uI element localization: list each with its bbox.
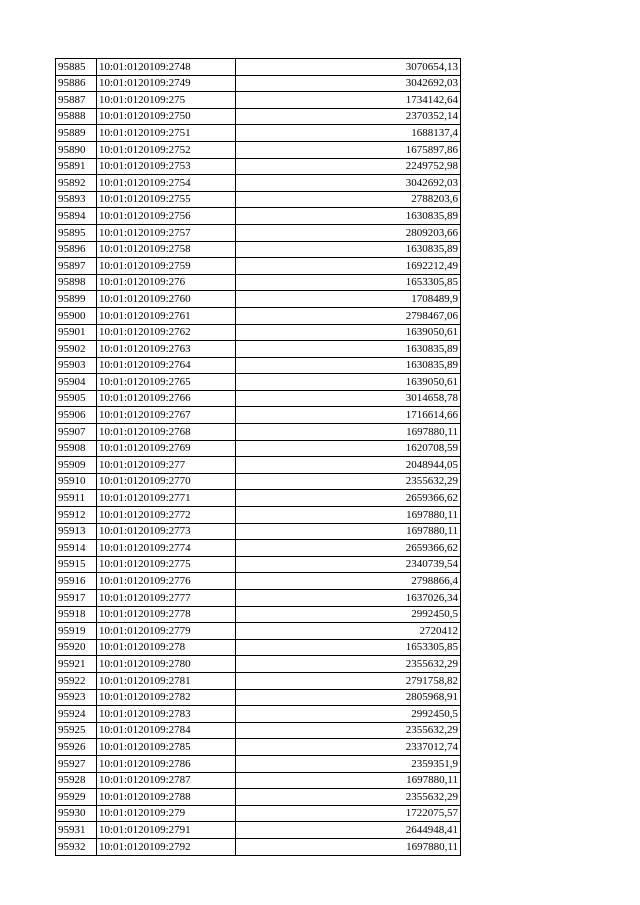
table-row bbox=[56, 838, 461, 855]
row-number-cell: 95897 bbox=[56, 258, 97, 275]
cadastral-number-cell: 10:01:0120109:2776 bbox=[97, 573, 236, 590]
cadastral-number-cell: 10:01:0120109:2753 bbox=[97, 158, 236, 175]
value-cell: 2659366,62 bbox=[236, 490, 461, 507]
row-number-cell: 95911 bbox=[56, 490, 97, 507]
value-cell: 1688137,4 bbox=[236, 125, 461, 142]
value-cell: 2805968,91 bbox=[236, 689, 461, 706]
table-row bbox=[56, 822, 461, 839]
row-number-cell: 95917 bbox=[56, 590, 97, 607]
row-number-cell: 95890 bbox=[56, 141, 97, 158]
value-cell: 2355632,29 bbox=[236, 789, 461, 806]
value-cell: 2359351,9 bbox=[236, 755, 461, 772]
row-number-cell: 95901 bbox=[56, 324, 97, 341]
cadastral-number-cell: 10:01:0120109:2758 bbox=[97, 241, 236, 258]
table-row bbox=[56, 623, 461, 640]
value-cell: 1639050,61 bbox=[236, 324, 461, 341]
cadastral-number-cell: 10:01:0120109:2768 bbox=[97, 424, 236, 441]
cadastral-number-cell: 10:01:0120109:2785 bbox=[97, 739, 236, 756]
row-number-cell: 95896 bbox=[56, 241, 97, 258]
row-number-cell: 95923 bbox=[56, 689, 97, 706]
row-number-cell: 95914 bbox=[56, 540, 97, 557]
table-row bbox=[56, 606, 461, 623]
row-number-cell: 95891 bbox=[56, 158, 97, 175]
value-cell: 1708489,9 bbox=[236, 291, 461, 308]
cadastral-number-cell: 10:01:0120109:2759 bbox=[97, 258, 236, 275]
row-number-cell: 95912 bbox=[56, 507, 97, 524]
value-cell: 2791758,82 bbox=[236, 672, 461, 689]
cadastral-number-cell: 10:01:0120109:2777 bbox=[97, 590, 236, 607]
cadastral-number-cell: 10:01:0120109:2766 bbox=[97, 390, 236, 407]
cadastral-number-cell: 10:01:0120109:2774 bbox=[97, 540, 236, 557]
cadastral-number-cell: 10:01:0120109:278 bbox=[97, 639, 236, 656]
table-row bbox=[56, 125, 461, 142]
cadastral-number-cell: 10:01:0120109:2787 bbox=[97, 772, 236, 789]
cadastral-number-cell: 10:01:0120109:2770 bbox=[97, 473, 236, 490]
row-number-cell: 95913 bbox=[56, 523, 97, 540]
cadastral-number-cell: 10:01:0120109:2778 bbox=[97, 606, 236, 623]
row-number-cell: 95924 bbox=[56, 706, 97, 723]
row-number-cell: 95931 bbox=[56, 822, 97, 839]
row-number-cell: 95925 bbox=[56, 722, 97, 739]
value-cell: 2992450,5 bbox=[236, 606, 461, 623]
row-number-cell: 95893 bbox=[56, 191, 97, 208]
table-row bbox=[56, 291, 461, 308]
row-number-cell: 95902 bbox=[56, 341, 97, 358]
row-number-cell: 95892 bbox=[56, 175, 97, 192]
table-row bbox=[56, 639, 461, 656]
cadastral-number-cell: 10:01:0120109:2754 bbox=[97, 175, 236, 192]
value-cell: 3070654,13 bbox=[236, 59, 461, 76]
value-cell: 1630835,89 bbox=[236, 241, 461, 258]
table-row bbox=[56, 789, 461, 806]
cadastral-number-cell: 10:01:0120109:276 bbox=[97, 274, 236, 291]
table-row bbox=[56, 507, 461, 524]
row-number-cell: 95926 bbox=[56, 739, 97, 756]
row-number-cell: 95921 bbox=[56, 656, 97, 673]
row-number-cell: 95929 bbox=[56, 789, 97, 806]
value-cell: 1653305,85 bbox=[236, 274, 461, 291]
cadastral-number-cell: 10:01:0120109:2786 bbox=[97, 755, 236, 772]
table-row bbox=[56, 457, 461, 474]
row-number-cell: 95904 bbox=[56, 374, 97, 391]
row-number-cell: 95900 bbox=[56, 307, 97, 324]
value-cell: 2048944,05 bbox=[236, 457, 461, 474]
value-cell: 1722075,57 bbox=[236, 805, 461, 822]
value-cell: 2659366,62 bbox=[236, 540, 461, 557]
value-cell: 3042692,03 bbox=[236, 175, 461, 192]
table-row bbox=[56, 307, 461, 324]
table-row bbox=[56, 672, 461, 689]
value-cell: 2355632,29 bbox=[236, 656, 461, 673]
row-number-cell: 95887 bbox=[56, 92, 97, 109]
cadastral-number-cell: 10:01:0120109:2748 bbox=[97, 59, 236, 76]
value-cell: 3042692,03 bbox=[236, 75, 461, 92]
table-row bbox=[56, 59, 461, 76]
value-cell: 2370352,14 bbox=[236, 108, 461, 125]
cadastral-number-cell: 10:01:0120109:277 bbox=[97, 457, 236, 474]
row-number-cell: 95895 bbox=[56, 224, 97, 241]
cadastral-number-cell: 10:01:0120109:2760 bbox=[97, 291, 236, 308]
row-number-cell: 95889 bbox=[56, 125, 97, 142]
row-number-cell: 95909 bbox=[56, 457, 97, 474]
table-row bbox=[56, 324, 461, 341]
cadastral-number-cell: 10:01:0120109:2763 bbox=[97, 341, 236, 358]
cadastral-number-cell: 10:01:0120109:2764 bbox=[97, 357, 236, 374]
row-number-cell: 95918 bbox=[56, 606, 97, 623]
row-number-cell: 95906 bbox=[56, 407, 97, 424]
table-row bbox=[56, 440, 461, 457]
value-cell: 2992450,5 bbox=[236, 706, 461, 723]
table-row bbox=[56, 357, 461, 374]
table-row bbox=[56, 141, 461, 158]
value-cell: 2809203,66 bbox=[236, 224, 461, 241]
table-row bbox=[56, 722, 461, 739]
cadastral-number-cell: 10:01:0120109:2791 bbox=[97, 822, 236, 839]
cadastral-number-cell: 10:01:0120109:2780 bbox=[97, 656, 236, 673]
cadastral-number-cell: 10:01:0120109:2749 bbox=[97, 75, 236, 92]
value-cell: 1734142,64 bbox=[236, 92, 461, 109]
table-row bbox=[56, 706, 461, 723]
value-cell: 1630835,89 bbox=[236, 208, 461, 225]
row-number-cell: 95930 bbox=[56, 805, 97, 822]
row-number-cell: 95905 bbox=[56, 390, 97, 407]
table-row bbox=[56, 191, 461, 208]
row-number-cell: 95915 bbox=[56, 556, 97, 573]
table-row bbox=[56, 241, 461, 258]
table-row bbox=[56, 274, 461, 291]
table-row bbox=[56, 108, 461, 125]
value-cell: 1697880,11 bbox=[236, 507, 461, 524]
table-row bbox=[56, 258, 461, 275]
value-cell: 1716614,66 bbox=[236, 407, 461, 424]
table-row bbox=[56, 689, 461, 706]
table-row bbox=[56, 92, 461, 109]
table-row bbox=[56, 573, 461, 590]
value-cell: 2798467,06 bbox=[236, 307, 461, 324]
cadastral-number-cell: 10:01:0120109:2782 bbox=[97, 689, 236, 706]
cadastral-number-cell: 10:01:0120109:2756 bbox=[97, 208, 236, 225]
value-cell: 2355632,29 bbox=[236, 473, 461, 490]
value-cell: 1697880,11 bbox=[236, 838, 461, 855]
cadastral-number-cell: 10:01:0120109:2792 bbox=[97, 838, 236, 855]
row-number-cell: 95899 bbox=[56, 291, 97, 308]
table-row bbox=[56, 656, 461, 673]
cadastral-number-cell: 10:01:0120109:275 bbox=[97, 92, 236, 109]
table-row bbox=[56, 175, 461, 192]
row-number-cell: 95922 bbox=[56, 672, 97, 689]
value-cell: 1697880,11 bbox=[236, 772, 461, 789]
table-row bbox=[56, 556, 461, 573]
table-row bbox=[56, 523, 461, 540]
value-cell: 1639050,61 bbox=[236, 374, 461, 391]
value-cell: 2644948,41 bbox=[236, 822, 461, 839]
row-number-cell: 95888 bbox=[56, 108, 97, 125]
row-number-cell: 95910 bbox=[56, 473, 97, 490]
row-number-cell: 95898 bbox=[56, 274, 97, 291]
value-cell: 1697880,11 bbox=[236, 523, 461, 540]
row-number-cell: 95886 bbox=[56, 75, 97, 92]
cadastral-number-cell: 10:01:0120109:2755 bbox=[97, 191, 236, 208]
value-cell: 1637026,34 bbox=[236, 590, 461, 607]
cadastral-number-cell: 10:01:0120109:2750 bbox=[97, 108, 236, 125]
value-cell: 2340739,54 bbox=[236, 556, 461, 573]
cadastral-number-cell: 10:01:0120109:279 bbox=[97, 805, 236, 822]
table-row bbox=[56, 208, 461, 225]
cadastral-number-cell: 10:01:0120109:2762 bbox=[97, 324, 236, 341]
table-row bbox=[56, 390, 461, 407]
row-number-cell: 95927 bbox=[56, 755, 97, 772]
value-cell: 2720412 bbox=[236, 623, 461, 640]
row-number-cell: 95885 bbox=[56, 59, 97, 76]
value-cell: 1620708,59 bbox=[236, 440, 461, 457]
cadastral-number-cell: 10:01:0120109:2773 bbox=[97, 523, 236, 540]
table-row bbox=[56, 772, 461, 789]
row-number-cell: 95908 bbox=[56, 440, 97, 457]
value-cell: 1692212,49 bbox=[236, 258, 461, 275]
value-cell: 2798866,4 bbox=[236, 573, 461, 590]
value-cell: 2337012,74 bbox=[236, 739, 461, 756]
row-number-cell: 95932 bbox=[56, 838, 97, 855]
value-cell: 3014658,78 bbox=[236, 390, 461, 407]
data-table bbox=[55, 58, 461, 856]
table-row bbox=[56, 590, 461, 607]
cadastral-number-cell: 10:01:0120109:2771 bbox=[97, 490, 236, 507]
cadastral-number-cell: 10:01:0120109:2775 bbox=[97, 556, 236, 573]
table-row bbox=[56, 75, 461, 92]
value-cell: 2249752,98 bbox=[236, 158, 461, 175]
cadastral-number-cell: 10:01:0120109:2788 bbox=[97, 789, 236, 806]
row-number-cell: 95928 bbox=[56, 772, 97, 789]
table-row bbox=[56, 805, 461, 822]
cadastral-number-cell: 10:01:0120109:2761 bbox=[97, 307, 236, 324]
cadastral-number-cell: 10:01:0120109:2757 bbox=[97, 224, 236, 241]
table-row bbox=[56, 407, 461, 424]
cadastral-number-cell: 10:01:0120109:2781 bbox=[97, 672, 236, 689]
cadastral-number-cell: 10:01:0120109:2784 bbox=[97, 722, 236, 739]
table-row bbox=[56, 224, 461, 241]
cadastral-number-cell: 10:01:0120109:2752 bbox=[97, 141, 236, 158]
row-number-cell: 95919 bbox=[56, 623, 97, 640]
cadastral-number-cell: 10:01:0120109:2751 bbox=[97, 125, 236, 142]
value-cell: 1630835,89 bbox=[236, 341, 461, 358]
table-row bbox=[56, 158, 461, 175]
row-number-cell: 95903 bbox=[56, 357, 97, 374]
table-row bbox=[56, 755, 461, 772]
cadastral-number-cell: 10:01:0120109:2772 bbox=[97, 507, 236, 524]
table-row bbox=[56, 490, 461, 507]
table-row bbox=[56, 473, 461, 490]
value-cell: 1653305,85 bbox=[236, 639, 461, 656]
table-row bbox=[56, 374, 461, 391]
row-number-cell: 95894 bbox=[56, 208, 97, 225]
cadastral-number-cell: 10:01:0120109:2783 bbox=[97, 706, 236, 723]
cadastral-number-cell: 10:01:0120109:2779 bbox=[97, 623, 236, 640]
cadastral-number-cell: 10:01:0120109:2769 bbox=[97, 440, 236, 457]
value-cell: 1675897,86 bbox=[236, 141, 461, 158]
value-cell: 2355632,29 bbox=[236, 722, 461, 739]
value-cell: 2788203,6 bbox=[236, 191, 461, 208]
table-row bbox=[56, 424, 461, 441]
row-number-cell: 95907 bbox=[56, 424, 97, 441]
row-number-cell: 95920 bbox=[56, 639, 97, 656]
table-row bbox=[56, 341, 461, 358]
table-row bbox=[56, 739, 461, 756]
cadastral-number-cell: 10:01:0120109:2765 bbox=[97, 374, 236, 391]
table-body bbox=[56, 59, 461, 856]
cadastral-number-cell: 10:01:0120109:2767 bbox=[97, 407, 236, 424]
value-cell: 1697880,11 bbox=[236, 424, 461, 441]
value-cell: 1630835,89 bbox=[236, 357, 461, 374]
table-row bbox=[56, 540, 461, 557]
row-number-cell: 95916 bbox=[56, 573, 97, 590]
